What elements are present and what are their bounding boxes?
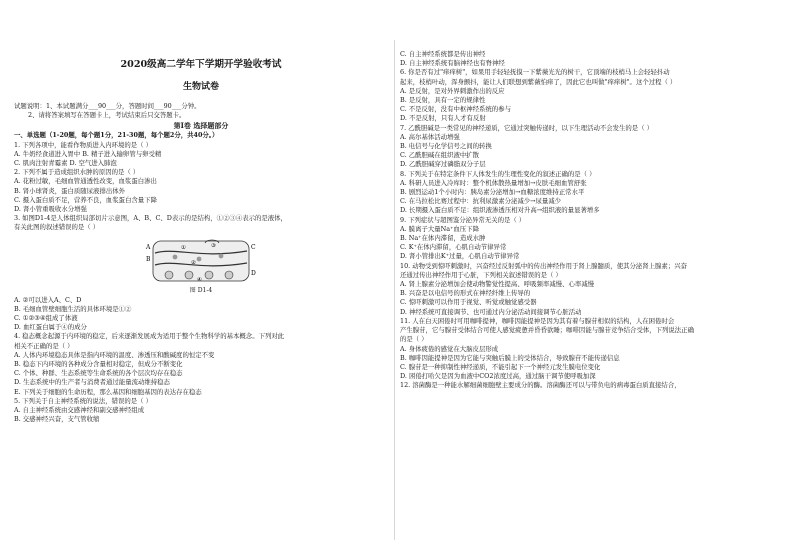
- figure-label-c: C: [251, 243, 256, 251]
- question-line: C. 摄入蛋白质不足，营养不良，血浆蛋白含量下降: [14, 195, 157, 204]
- question-line: C. 肌肉注射青霉素 D. 空气进入肺泡: [14, 159, 117, 168]
- question-line: D. 肾小管重吸收水分增强: [14, 205, 87, 214]
- question-line: 2. 下列不属于造成组织水肿的原因的是（ ）: [14, 168, 140, 177]
- question-line: B. 毛细血管壁细胞生活的具体环境是①②: [14, 304, 132, 313]
- left-questions-part-1: [14, 141, 388, 233]
- figure-label-2: ②: [191, 259, 196, 266]
- question-line: C. 在马拉松比赛过程中：抗利尿激素分泌减少→尿量减少: [400, 197, 562, 206]
- question-line: 5. 下列关于自主神经系统的说法，错误的是（ ）: [14, 396, 152, 405]
- question-line: A. 牛奶经食道进入胃中 B. 精子进入输卵管与卵受精: [14, 149, 162, 158]
- question-line: A. 人体内环境稳态具体是指内环境的温度、渗透压和酸碱度的恒定不变: [14, 350, 215, 359]
- exam-title: 2020级高二学年下学期开学验收考试: [120, 59, 282, 70]
- exam-subject: 生物试卷: [182, 82, 219, 92]
- tissue-cell: [205, 271, 213, 279]
- question-line: 产生腺苷，它与腺苷受体结合可使人感觉疲惫并昏昏欲睡；咖啡因能与腺苷竞争结合受体，下列说法正确: [400, 326, 694, 335]
- question-line: 8. 下列关于在特定条件下人体发生的生理性变化的叙述正确的是（ ）: [400, 169, 596, 178]
- question-line: C. 自主神经系统都是传出神经: [400, 50, 486, 58]
- question-line: A. ②可以进入A、C、D: [14, 295, 82, 304]
- question-line: C. 惊吓刺激可以作用于视觉、听觉或触觉感受器: [400, 298, 537, 307]
- question-line: A. 自主神经系统由交感神经和副交感神经组成: [14, 406, 145, 415]
- question-line: A. 高尔基体活动增强: [400, 132, 460, 141]
- figure-label-4: ④: [197, 276, 202, 283]
- tissue-cell: [185, 271, 193, 279]
- question-line: A. 膜离子大量Na⁺血压下降: [400, 224, 479, 233]
- question-line: D. 不是反射，只有人才有反射: [400, 114, 486, 123]
- figure-label-b: B: [146, 255, 151, 263]
- question-line: B. 肾小球肾炎，蛋白质随尿液排出体外: [14, 186, 126, 195]
- question-line: D. 神经系统可直接调节、也可通过内分泌活动间接调节心脏活动: [400, 307, 582, 316]
- question-line: 1. 下列各项中，能看作物质进入内环境的是（ ）: [14, 140, 152, 149]
- section-title: 第Ⅰ卷 选择题部分: [173, 121, 229, 131]
- blood-cell: [219, 253, 224, 258]
- question-line: E. 下列关于细胞的生命历程，那么基因和细胞基因的表达存在稳态: [14, 387, 202, 396]
- question-line: D. 肾小管排出K⁺过量，心肌自动节律异常: [400, 252, 520, 261]
- figure-label-1: ①: [181, 244, 186, 251]
- question-line: 12. 溶菌酶是一种能水解细菌细胞壁主要成分的酶。溶菌酶还可以与带负电的病毒蛋白质直接结合，: [400, 381, 681, 390]
- question-line: 6. 你是否有过"痒痒树"，如果用手轻轻抚摸一下紫薇光光的树干，它顶端的枝梢马上会轻轻抖动: [400, 68, 670, 77]
- instruction-line-1: 试题说明：1、本试题满分___90___分，答题时间___90___分钟。: [14, 102, 201, 110]
- question-line: 的是（ ）: [400, 335, 428, 344]
- question-line: C. 不是反射，没有中枢神经系统的参与: [400, 105, 511, 114]
- question-line: B. Na⁺在体内滞留，造成水肿: [400, 234, 486, 243]
- left-column: [14, 0, 388, 560]
- question-line: D. 自主神经系统有脑神经也有脊神经: [400, 59, 505, 68]
- question-line: 起来，枝梢叶动，浑身颤抖，能让人们联想到紫薇怕痒了，因此它也叫做"痒痒树"。这个过程（ ）: [400, 77, 677, 86]
- question-line: 相关不正确的是（ ）: [14, 341, 74, 350]
- question-line: 4. 稳态概念起源于内环境的稳定，后来逐渐发展成为适用于整个生物科学的基本概念。下列对此: [14, 332, 285, 341]
- question-line: A. 花粉过敏，毛细血管通透性改变，血浆蛋白渗出: [14, 177, 157, 186]
- tissue-cell: [165, 271, 173, 279]
- question-line: C. K⁺在体内滞留，心肌自动节律异常: [400, 243, 507, 252]
- question-line: D. 乙酰胆碱穿过磷脂双分子层: [400, 160, 486, 169]
- instruction-line-2: 2、请将答案填写在答题卡上，考试结束后只交答题卡。: [28, 111, 186, 120]
- question-line: 有关此图的叙述错误的是（ ）: [14, 223, 100, 232]
- left-questions-part-2: [14, 296, 388, 425]
- question-line: D. 困倦打哈欠是因为血液中CO2浓度过高，通过脑干调节使呼吸加深: [400, 372, 596, 381]
- question-line: B. 咖啡因能提神是因为它能与突触后膜上的受体结合，导致腺苷不能传递信息: [400, 353, 620, 362]
- tissue-figure: [14, 235, 388, 295]
- question-line: B. 稳态下内环境的各种成分含量相对稳定，但成分不断变化: [14, 360, 183, 369]
- question-line: C. 腺苷是一种抑制性神经递质，不能引起下一个神经元发生膜电位变化: [400, 362, 601, 371]
- question-line: D. 生态系统中的生产者与消费者通过能量流动维持稳态: [14, 378, 170, 387]
- figure-label-3: ③: [211, 242, 216, 249]
- question-line: D. 长期摄入蛋白质不足：组织液渗透压相对升高→组织液的量显著增多: [400, 206, 600, 215]
- figure-label-a: A: [146, 243, 151, 251]
- question-line: A. 身体疲倦的感觉在大脑皮层形成: [400, 344, 499, 353]
- question-line: A. 是反射，是对外界刺激作出的反应: [400, 86, 505, 95]
- blood-cell: [173, 254, 178, 259]
- question-line: C. 个体、种群、生态系统等生命系统的各个层次均存在稳态: [14, 369, 183, 378]
- tissue-cell: [225, 271, 233, 279]
- question-line: B. 电信号与化学信号之间的转换: [400, 142, 492, 151]
- question-line: 还通过传出神经作用于心脏，下列相关叙述错误的是（ ）: [400, 270, 562, 279]
- figure-caption: 图 D1-4: [189, 286, 213, 294]
- question-line: 3. 如图D1-4是人体组织局部切片示意图，A、B、C、D表示的是结构，①②③④表示的是液体，: [14, 214, 287, 223]
- figure-label-d: D: [251, 269, 256, 277]
- question-line: C. 乙酰胆碱在组织液中扩散: [400, 151, 480, 160]
- right-column: [400, 0, 780, 560]
- question-line: D. 血红蛋白属于④的成分: [14, 323, 87, 332]
- question-line: 10. 动物受到惊吓刺激时，兴奋经过反射弧中的传出神经作用于肾上腺髓质，使其分泌肾上腺素；兴奋: [400, 261, 687, 270]
- question-line: B. 兴奋是以电信号的形式在神经纤维上传导的: [400, 289, 531, 298]
- question-line: 7. 乙酰胆碱是一类常见的神经递质，它通过突触传递时，以下生理活动不会发生的是（ ）: [400, 123, 654, 132]
- question-line: C. ①②③④组成了体液: [14, 314, 78, 323]
- question-line: A. 肾上腺素分泌增加会使动物警觉性提高、呼吸频率减慢、心率减慢: [400, 280, 595, 289]
- blood-cell: [197, 256, 202, 261]
- question-line: B. 是反射，具有一定的规律性: [400, 96, 486, 105]
- question-line: A. 科研人员进入冷库时：整个机体散热量增加→皮肤毛细血管舒张: [400, 178, 587, 187]
- question-line: B. 交感神经兴奋，支气管收缩: [14, 415, 100, 424]
- column-divider: [394, 40, 395, 540]
- right-questions: [400, 50, 780, 391]
- section-heading: 一、单选题（1-20题，每个题1分，21-30题，每个题2分，共40分。）: [14, 131, 219, 140]
- question-line: B. 剧烈运动1个小时内：胰岛素分泌增加→血糖浓度维持正常水平: [400, 188, 585, 197]
- question-line: 9. 下列症状与超图鉴分泌异常无关的是（ ）: [400, 215, 526, 224]
- tissue-diagram: [145, 235, 257, 287]
- question-line: 11. 人在白天困倦时可用咖啡提神，咖啡因能提神是因为其有着与腺苷相似的结构，人在困倦时会: [400, 316, 675, 325]
